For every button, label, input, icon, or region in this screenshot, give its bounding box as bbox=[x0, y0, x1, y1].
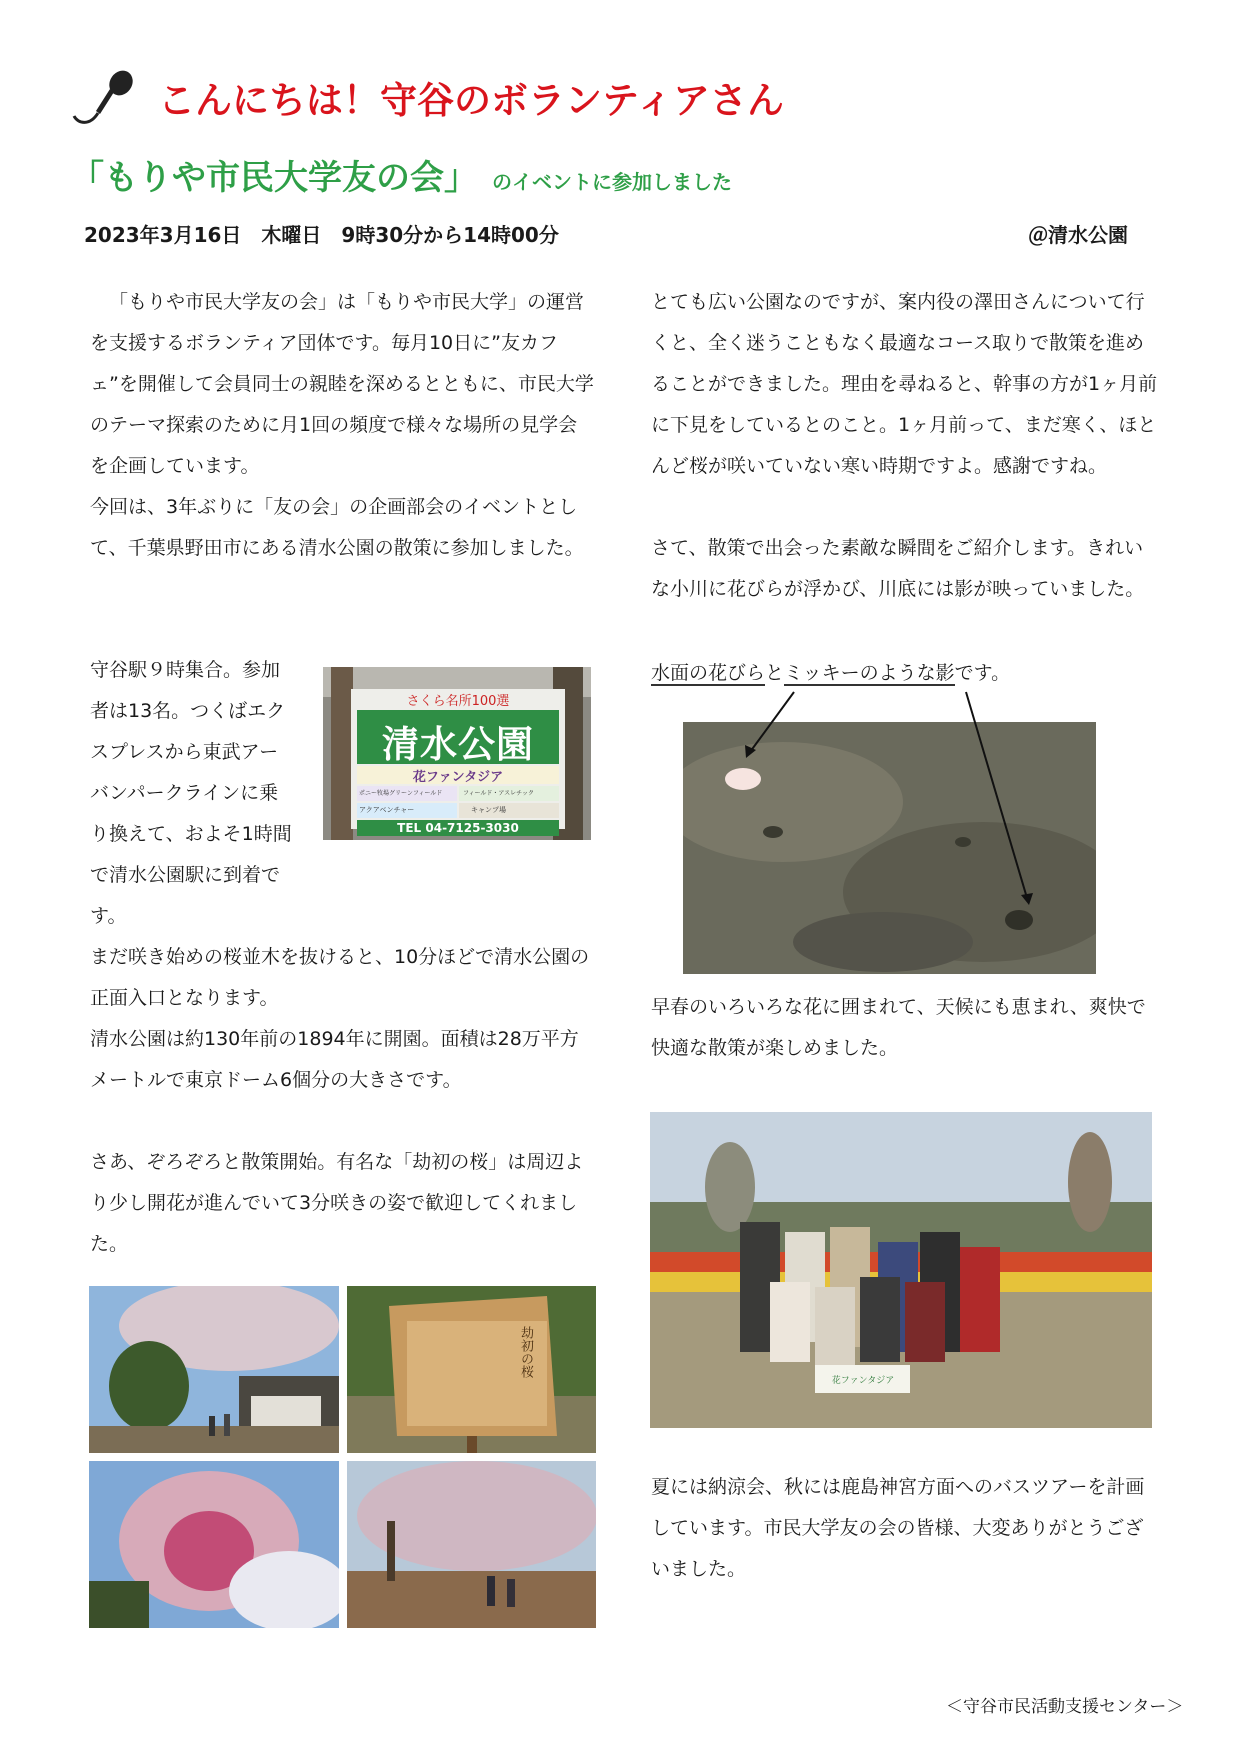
left-paragraph-5: 清水公園は約130年前の1894年に開園。面積は28万平方メートルで東京ドーム6個分の大きさです。 bbox=[90, 1028, 579, 1091]
right-paragraph-3: 早春のいろいろな花に囲まれて、天候にも恵まれ、爽快で快適な散策が楽しめました。 bbox=[651, 996, 1146, 1059]
sign-item-3: アクアベンチャー bbox=[359, 806, 415, 814]
right-body bbox=[651, 282, 1161, 610]
page-title: こんにちは！守谷のボランティアさん bbox=[158, 79, 785, 122]
sign-tel: TEL 04-7125-3030 bbox=[397, 821, 519, 835]
caption-and: と bbox=[765, 662, 785, 684]
photo-park-sign bbox=[323, 667, 591, 840]
right-closing bbox=[651, 1467, 1161, 1590]
sign-item-4: キャンプ場 bbox=[471, 806, 506, 814]
microphone-icon bbox=[72, 66, 142, 134]
left-meeting bbox=[90, 650, 295, 937]
caption-end: です。 bbox=[954, 662, 1011, 684]
sign-top: さくら名所100選 bbox=[406, 694, 510, 709]
left-paragraph-6: さあ、ぞろぞろと散策開始。有名な「劫初の桜」は周辺より少し開花が進んでいて3分咲きの姿で歓迎してくれました。 bbox=[90, 1151, 584, 1255]
event-title bbox=[70, 150, 732, 199]
sign-item-1: ポニー牧場グリーンフィールド bbox=[359, 790, 443, 797]
left-paragraph-4: まだ咲き始めの桜並木を抜けると、10分ほどで清水公園の正面入口となります。 bbox=[90, 946, 590, 1009]
event-name: 「もりや市民大学友の会」 bbox=[70, 158, 478, 198]
left-paragraph-2: 今回は、3年ぶりに「友の会」の企画部会のイベントとして、千葉県野田市にある清水公園の散策に参加しました。 bbox=[90, 496, 584, 559]
right-after-stream bbox=[651, 987, 1161, 1069]
footer-credit: ＜守谷市民活動支援センター＞ bbox=[946, 1697, 1184, 1717]
photo-cherry-path bbox=[347, 1461, 596, 1628]
photo-group bbox=[650, 1112, 1152, 1428]
group-banner: 花ファンタジア bbox=[831, 1376, 895, 1386]
left-paragraph-1: 「もりや市民大学友の会」は「もりや市民大学」の運営を支援するボランティア団体です。毎月10日に”友カフェ”を開催して会員同士の親睦を深めるとともに、市民大学のテーマ探索のために月1回の頻度で様々な場所の見学会を企画しています。 bbox=[90, 291, 594, 477]
right-paragraph-4: 夏には納涼会、秋には鹿島神宮方面へのバスツアーを計画しています。市民大学友の会の皆様、大変ありがとうございました。 bbox=[651, 1476, 1145, 1580]
right-paragraph-1: とても広い公園なのですが、案内役の澤田さんについて行くと、全く迷うこともなく最適なコース取りで散策を進めることができました。理由を尋ねると、幹事の方が1ヶ月前に下見をしているとのこと。1ヶ月前って、まだ寒く、ほとんど桜が咲いていない寒い時期ですよ。感謝ですね。 bbox=[651, 291, 1158, 477]
right-paragraph-2: さて、散策で出会った素敵な瞬間をご紹介します。きれいな小川に花びらが浮かび、川底には影が映っていました。 bbox=[651, 537, 1145, 600]
left-body bbox=[90, 937, 595, 1265]
event-date: 2023年3月16日 木曜日 9時30分から14時00分 bbox=[84, 223, 559, 247]
photo-cherry-house bbox=[89, 1286, 339, 1453]
sign-sub: 花ファンタジア bbox=[412, 770, 504, 785]
caption-petal: 水面の花びら bbox=[651, 662, 766, 684]
stream-caption bbox=[651, 653, 1010, 694]
plaque-title: 劫初の桜 bbox=[518, 1326, 533, 1378]
caption-shadow: ミッキーのような影 bbox=[784, 662, 955, 684]
event-subtitle: のイベントに参加しました bbox=[492, 170, 732, 194]
photo-pink-blossom bbox=[89, 1461, 339, 1628]
left-paragraph-3: 守谷駅９時集合。参加者は13名。つくばエクスプレスから東武アーバンパークラインに乗り換えて、およそ1時間で清水公園駅に到着です。 bbox=[90, 659, 292, 927]
left-intro bbox=[90, 282, 595, 569]
sign-item-2: フィールド・アスレチック bbox=[463, 790, 534, 797]
photo-plaque bbox=[347, 1286, 596, 1453]
sign-name: 清水公園 bbox=[382, 723, 534, 766]
photo-stream bbox=[683, 722, 1096, 974]
event-venue: ＠清水公園 bbox=[1028, 223, 1128, 247]
